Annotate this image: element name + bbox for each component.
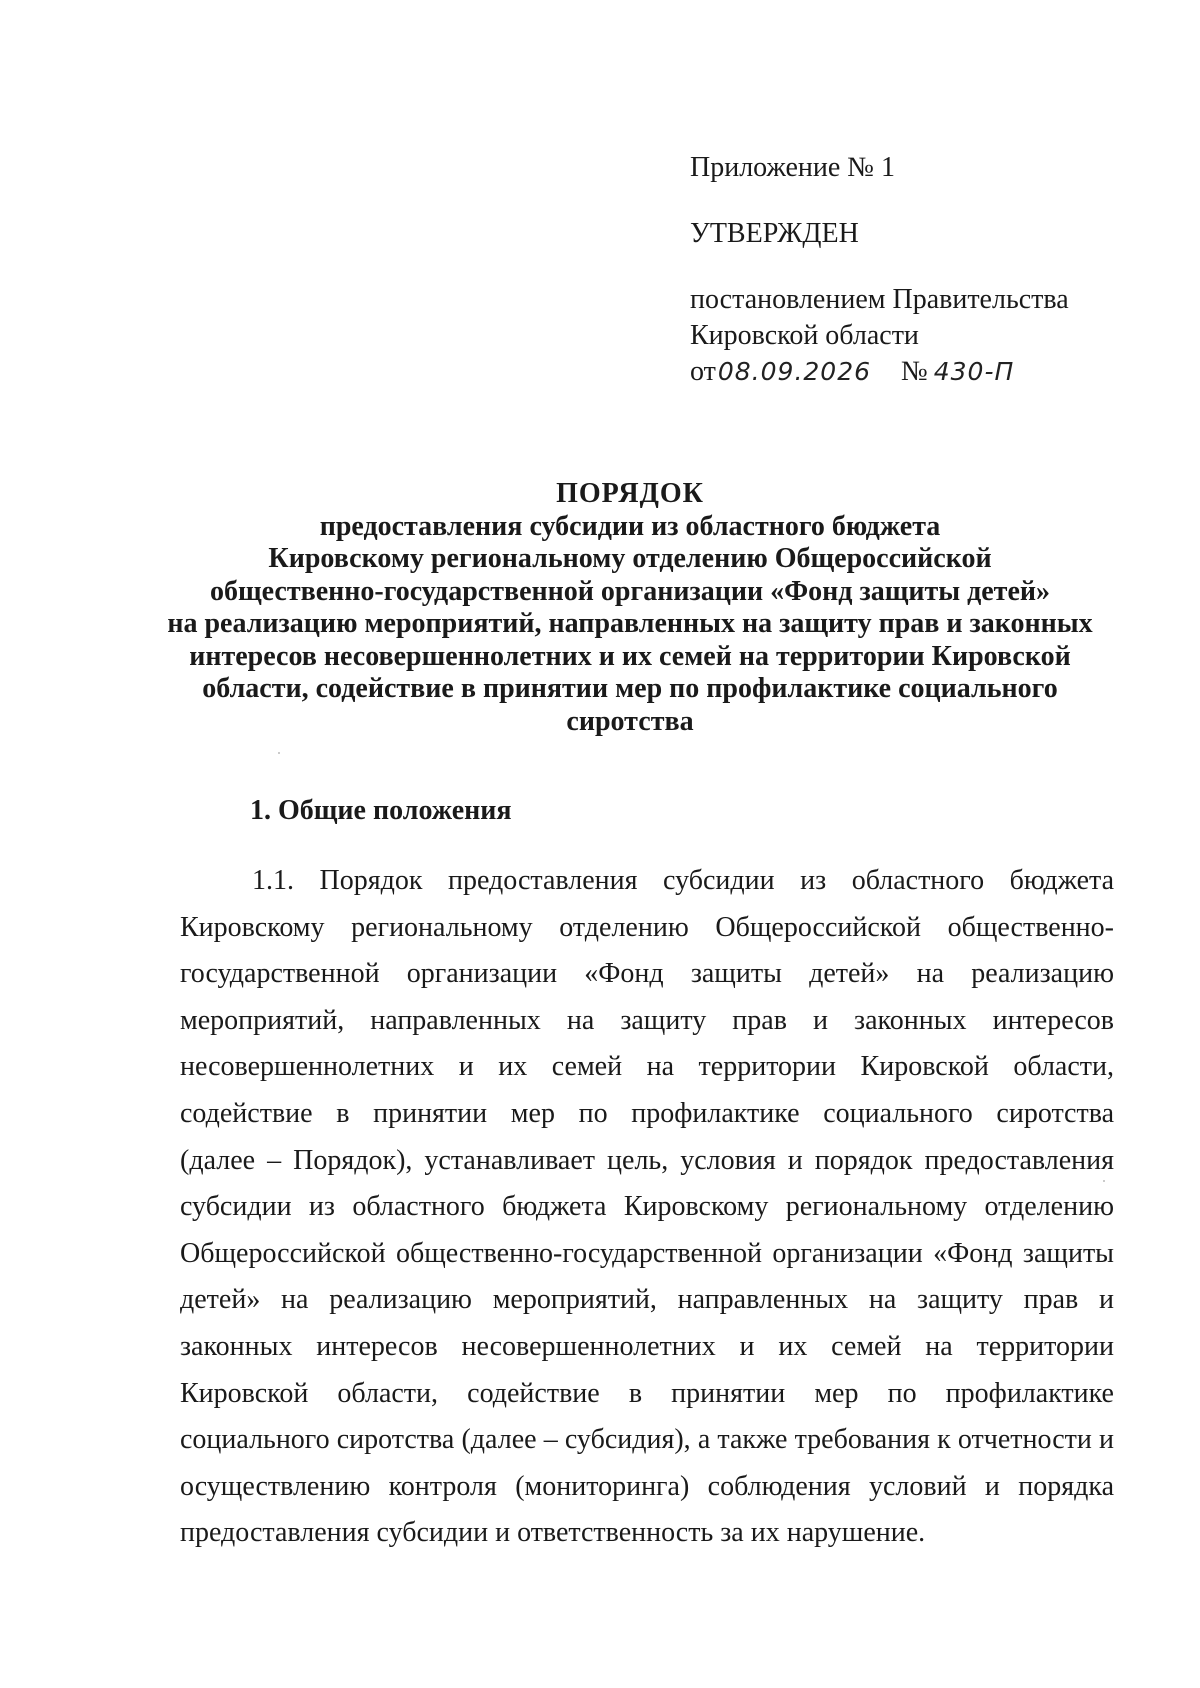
document-title: ПОРЯДОК	[556, 478, 704, 509]
date-number-line	[690, 354, 1160, 390]
paragraph-line: мероприятий, направленных на защиту прав и законных интересов	[180, 1004, 1114, 1036]
paragraph-line: детей» на реализацию мероприятий, направленных на защиту прав и	[180, 1284, 1114, 1316]
approved-label: УТВЕРЖДЕН	[690, 218, 859, 249]
section-paragraph	[180, 858, 1114, 1557]
paragraph-line: предоставления субсидии и ответственность за их нарушение.	[180, 1517, 926, 1549]
subtitle-line: на реализацию мероприятий, направленных на защиту прав и законных	[167, 608, 1093, 639]
paragraph-line: (далее – Порядок), устанавливает цель, условия и порядок предоставления	[180, 1144, 1114, 1176]
approval-block	[690, 150, 1160, 390]
scan-speck	[1103, 1180, 1105, 1182]
decree-line: постановлением Правительства	[690, 284, 1069, 315]
paragraph-line: Общероссийской общественно-государственной организации «Фонд защиты	[180, 1237, 1114, 1269]
subtitle-line: области, содействие в принятии мер по профилактике социального	[202, 673, 1058, 704]
scan-speck	[278, 752, 280, 754]
subtitle-line: Кировскому региональному отделению Общероссийской	[268, 543, 992, 574]
handwritten-date: 08.09.2026	[717, 357, 872, 386]
document-title-block	[160, 478, 1100, 738]
subtitle-line: общественно-государственной организации «Фонд защиты детей»	[210, 575, 1050, 607]
subtitle-line: предоставления субсидии из областного бюджета	[319, 510, 941, 542]
date-prefix: от	[690, 356, 716, 387]
paragraph-line: несовершеннолетних и их семей на территории Кировской области,	[180, 1051, 1114, 1083]
paragraph-line: Кировскому региональному отделению Общероссийской общественно-	[180, 911, 1114, 943]
paragraph-line: осуществлению контроля (мониторинга) соблюдения условий и порядка	[180, 1470, 1114, 1502]
paragraph-line: законных интересов несовершеннолетних и их семей на территории	[180, 1330, 1114, 1362]
subtitle-line: сиротства	[566, 705, 694, 737]
paragraph-line: субсидии из областного бюджета Кировскому региональному отделению	[180, 1191, 1114, 1223]
section-heading: 1. Общие положения	[250, 795, 512, 826]
paragraph-line: содействие в принятии мер по профилактике социального сиротства	[180, 1097, 1114, 1129]
handwritten-number: 430-П	[933, 357, 1015, 386]
appendix-label: Приложение № 1	[690, 152, 895, 183]
region-line: Кировской области	[690, 320, 919, 351]
subtitle-line: интересов несовершеннолетних и их семей на территории Кировской	[189, 640, 1071, 672]
number-sign: №	[901, 356, 928, 387]
paragraph-line: 1.1. Порядок предоставления субсидии из областного бюджета	[252, 865, 1114, 896]
paragraph-line: государственной организации «Фонд защиты детей» на реализацию	[180, 958, 1114, 990]
paragraph-line: социального сиротства (далее – субсидия), а также требования к отчетности и	[180, 1424, 1114, 1456]
document-subtitle	[160, 511, 1100, 739]
paragraph-line: Кировской области, содействие в принятии мер по профилактике	[180, 1377, 1114, 1409]
